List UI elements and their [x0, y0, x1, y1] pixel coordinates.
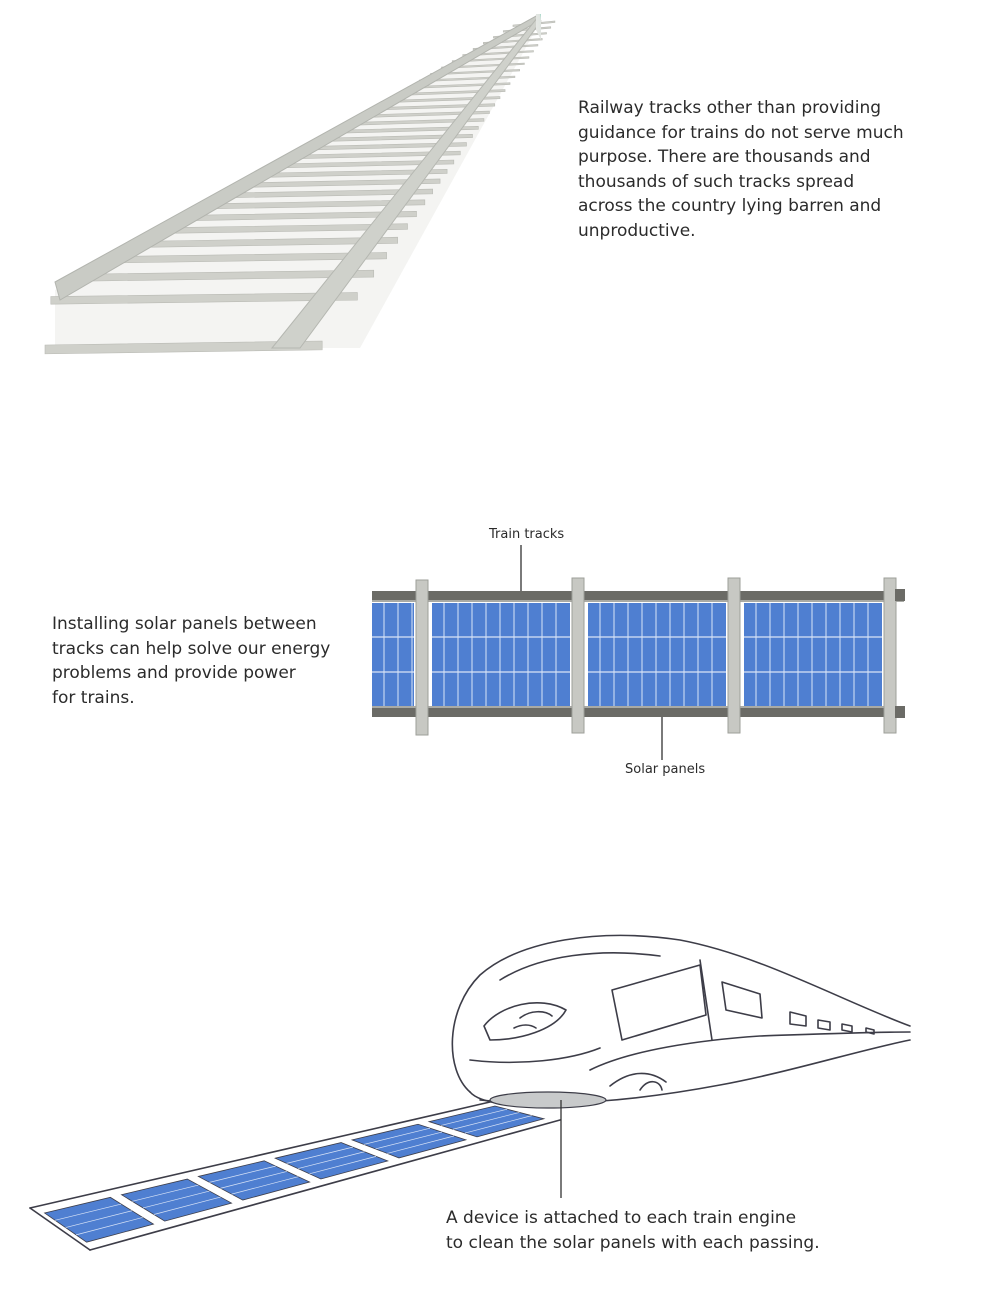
- caption-line: A device is attached to each train engine: [446, 1208, 797, 1228]
- train-windshield: [484, 1003, 566, 1040]
- caption-line: purpose. There are thousands and: [578, 147, 871, 167]
- cab-window: [612, 965, 706, 1040]
- caption-line: unproductive.: [578, 220, 696, 241]
- caption-line: tracks can help solve our energy: [52, 638, 331, 659]
- cleaning-device: [490, 1092, 606, 1108]
- caption-line: guidance for trains do not serve much: [578, 122, 904, 143]
- caption-line: across the country lying barren and: [578, 196, 882, 216]
- train-tracks-label: Train tracks: [489, 527, 565, 542]
- device-caption: [446, 1206, 820, 1255]
- caption-line: Installing solar panels between: [52, 614, 317, 634]
- caption-line: to clean the solar panels with each passing.: [446, 1232, 820, 1253]
- train-nose: [452, 935, 910, 1092]
- solar-panels-label: Solar panels: [625, 762, 706, 777]
- caption-line: thousands of such tracks spread: [578, 171, 855, 192]
- strip-solar-panel: [429, 1106, 544, 1137]
- caption-line: Railway tracks other than providing: [578, 98, 882, 118]
- caption-line: for trains.: [52, 687, 135, 708]
- caption-line: problems and provide power: [52, 663, 296, 683]
